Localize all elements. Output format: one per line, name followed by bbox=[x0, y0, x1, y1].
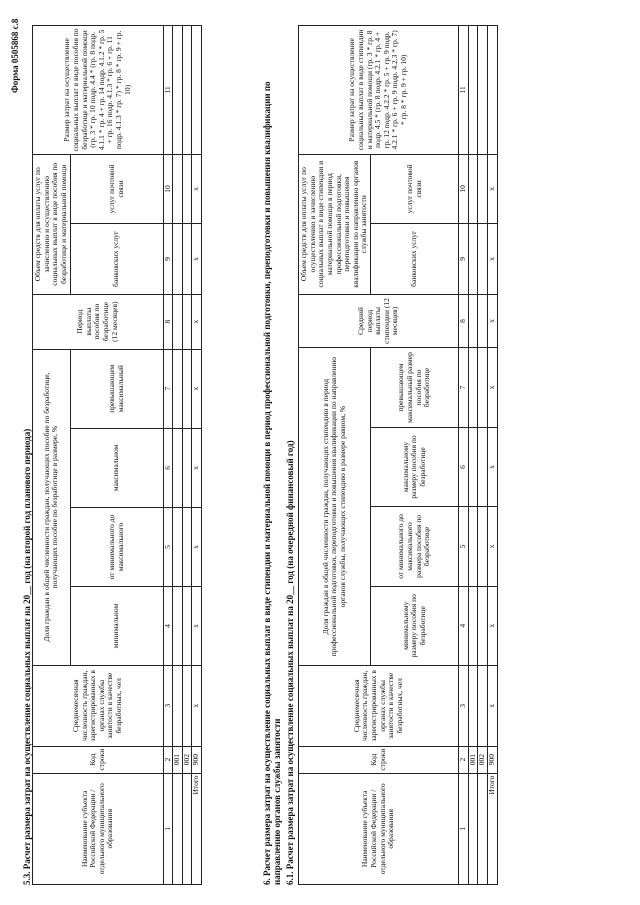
num-cell: 8 bbox=[459, 294, 469, 348]
col-max-header: максимальном bbox=[70, 428, 163, 507]
num-cell: 5 bbox=[163, 507, 173, 586]
col-min-header: минимальном bbox=[70, 587, 163, 666]
funds-group-header: Объем средств для оплаты услуг по зачислению и осуществлению социальных выплат в виде пособия по безработице и материальной помощи bbox=[33, 154, 71, 294]
col-post-header: услуг почтовой связи bbox=[371, 154, 459, 223]
num-cell: 11 bbox=[163, 26, 173, 155]
table-6-1 bbox=[298, 25, 498, 885]
total-label: Итого bbox=[487, 773, 497, 884]
row-code: 002 bbox=[478, 746, 488, 773]
row-code: 001 bbox=[468, 746, 478, 773]
num-cell: 9 bbox=[459, 224, 469, 295]
table-row bbox=[173, 26, 183, 885]
num-cell: 5 bbox=[459, 507, 469, 586]
col-period-header: Средний период выплаты стипендии (12 месяцев) bbox=[299, 294, 459, 348]
total-code: 900 bbox=[192, 746, 202, 773]
col-code-header: Код строки bbox=[299, 746, 459, 773]
num-cell: 7 bbox=[459, 348, 469, 427]
col-bank-header: банковских услуг bbox=[70, 224, 163, 295]
funds-group-header: Объем средств для оплаты услуг по осуществлению и зачислению социальных выплат в виде стипендии и материальной помощи в период профессиональной подготовки, переподготовки и повышения квалификации по направлению органов службы занятости bbox=[299, 154, 371, 294]
num-cell: 2 bbox=[163, 746, 173, 773]
total-label: Итого bbox=[192, 773, 202, 884]
col-period-header: Период выплаты пособия по безработице (12 месяцев) bbox=[33, 294, 164, 349]
col-name-header: Наименование субъекта Российской Федерации / отдельного муниципального образования bbox=[299, 773, 459, 884]
table-5-3 bbox=[32, 25, 202, 885]
col-over-header: превышающем максимальный размер пособия по безработице bbox=[371, 348, 459, 427]
share-group-header: Доля граждан в общей численности граждан, получающих стипендию в период профессиональной подготовки, переподготовки и повышения квалификации по направлению органов службы, получающих стипендию в размере равном, % bbox=[299, 348, 371, 666]
num-cell: 1 bbox=[459, 773, 469, 884]
num-cell: 9 bbox=[163, 224, 173, 295]
col-avg-header: Среднемесячная численность граждан, зарегистрированных в органах службы занятости в качестве безработных, чел bbox=[299, 665, 459, 746]
section-6-1-title: 6.1. Расчет размера затрат на осуществление социальных выплат на 20__ год (на очередной финансовый год) bbox=[285, 440, 295, 885]
section-6-title: 6. Расчет размера затрат на осуществление социальных выплат в виде стипендии и материальной помощи в период профессиональной подготовки, переподготовки и повышения квалификации по направлению органов службы занятости bbox=[262, 81, 282, 885]
row-code: 002 bbox=[182, 746, 192, 773]
col-post-header: услуг почтовой связи bbox=[70, 154, 163, 223]
row-code: 001 bbox=[173, 746, 183, 773]
col-total-header: Размер затрат на осуществление социальных выплат в виде пособия по безработице и материальной помощи (гр. 3 * гр. 10 подр. 4.4 * (гр. 8 подр. 4.1.1 * гр. 4 + гр. 14 подр. 4.1.2 * гр. 5 + гр. 16 подр. 4.1.3 * гр. 6 + гр. 11 подр. 4.1.3 * гр. 7) * гр. 8 * гр. 9 + гр. 10) bbox=[33, 26, 164, 155]
share-group-header: Доля граждан в общей численности граждан, получающих пособие по безработице, получающих пособие по безработице в размере, % bbox=[33, 349, 71, 665]
total-code: 900 bbox=[487, 746, 497, 773]
table-row bbox=[478, 26, 488, 885]
num-cell: 11 bbox=[459, 26, 469, 155]
num-cell: 2 bbox=[459, 746, 469, 773]
total-row: Итого 900 x x x x x x x x bbox=[192, 26, 202, 885]
num-cell: 7 bbox=[163, 349, 173, 428]
section-5-3-title: 5.3. Расчет размера затрат на осуществление социальных выплат на 20__ год (на второй год планового периода) bbox=[22, 428, 32, 885]
num-cell: 3 bbox=[163, 665, 173, 746]
col-name-header: Наименование субъекта Российской Федерации / отдельного муниципального образования bbox=[33, 773, 164, 884]
col-over-header: превышающем максимальный bbox=[70, 349, 163, 428]
col-min-header: минимальному размеру пособия по безработице bbox=[371, 586, 459, 665]
form-number: Форма 0505868 с.8 bbox=[10, 18, 20, 93]
num-cell: 6 bbox=[163, 428, 173, 507]
col-minmax-header: от минимального до максимального bbox=[70, 507, 163, 586]
col-minmax-header: от минимального до максимального размера пособия по безработице bbox=[371, 507, 459, 586]
col-bank-header: банковских услуг bbox=[371, 224, 459, 295]
num-cell: 4 bbox=[459, 586, 469, 665]
num-cell: 10 bbox=[163, 154, 173, 223]
total-row: Итого 900 x x x x x x x x bbox=[487, 26, 497, 885]
num-cell: 1 bbox=[163, 773, 173, 884]
col-max-header: максимальному размеру пособия по безработице bbox=[371, 427, 459, 507]
col-avg-header: Среднемесячная численность граждан, зарегистрированных в органах службы занятости в качестве безработных, чел bbox=[33, 665, 164, 746]
num-cell: 3 bbox=[459, 665, 469, 746]
num-cell: 10 bbox=[459, 154, 469, 223]
num-cell: 4 bbox=[163, 587, 173, 666]
num-cell: 6 bbox=[459, 427, 469, 507]
col-code-header: Код строки bbox=[33, 746, 164, 773]
num-cell: 8 bbox=[163, 294, 173, 349]
col-total-header: Размер затрат на осуществление социальных выплат в виде стипендии и материальной помощи (гр. 3 * гр. 8 подр. 4.5 * (гр. 8 подр. 4.2.1 * гр. 4 + гр. 12 подр. 4.2.2 * гр. 5 + гр. 9 подр. 4.2.1 * гр. 6 + гр. 9 подр. 4.2.3 * гр. 7) * гр. 8 * гр. 9 + гр. 10) bbox=[299, 26, 459, 155]
